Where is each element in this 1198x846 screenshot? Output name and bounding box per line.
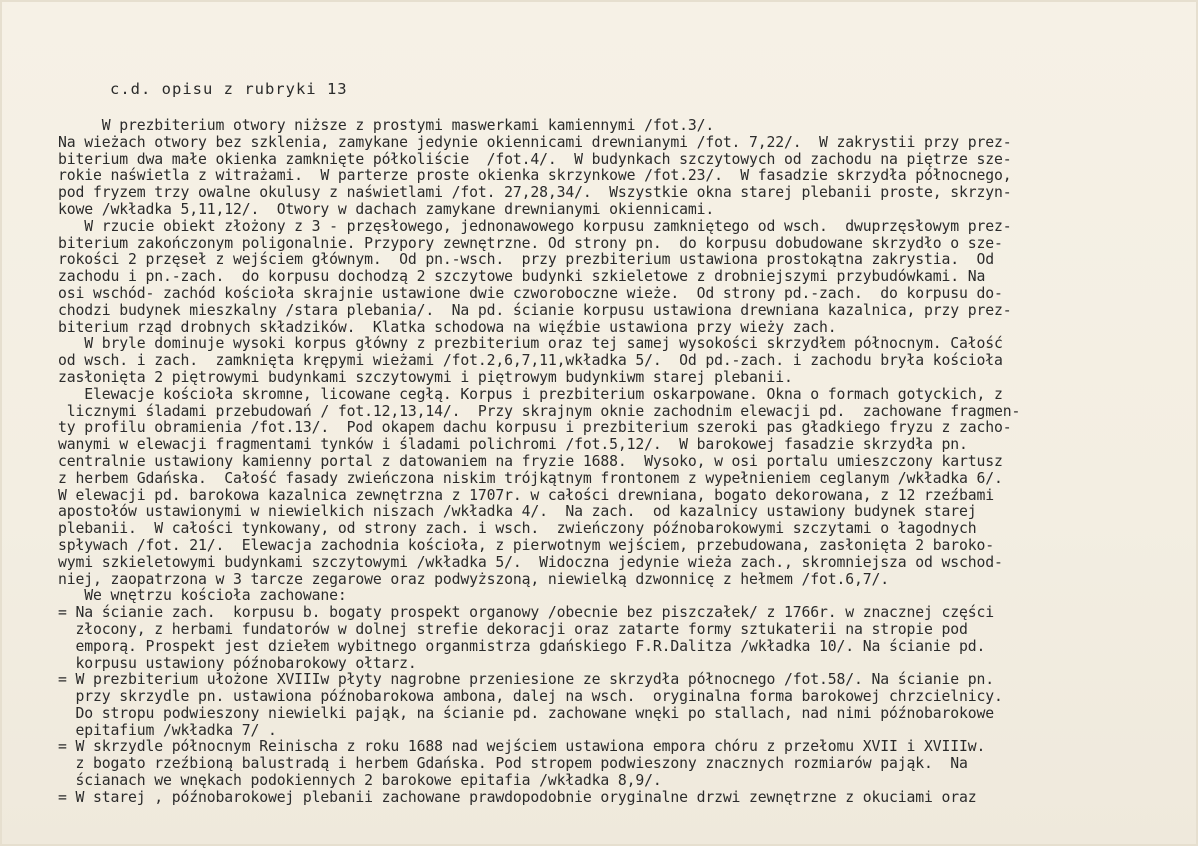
page-heading: c.d. opisu z rubryki 13 (110, 80, 348, 98)
text-line: emporą. Prospekt jest dziełem wybitnego organmistrza gdańskiego F.R.Dalitza /wkładka 10/. Na ścianie pd. (58, 636, 986, 655)
text-line: przy skrzydle pn. ustawiona późnobarokowa ambona, dalej na wsch. oryginalna forma barokowej chrzcielnicy. (58, 687, 1003, 706)
text-line: ścianach we wnękach podokiennych 2 barokowe epitafia /wkładka 8,9/. (58, 771, 662, 790)
text-line: od wsch. i zach. zamknięta krępymi wieżami /fot.2,6,7,11,wkładka 5/. Od pd.-zach. i zachodu bryła kościoła (58, 351, 1003, 370)
text-line: = W prezbiterium ułożone XVIIIw płyty nagrobne przeniesione ze skrzydła północnego /fot.58/. Na ścianie pn. (58, 670, 994, 689)
text-line: ty profilu obramienia /fot.13/. Pod okapem dachu korpusu i prezbiterium szeroki pas gładkiego fryzu z zacho- (58, 418, 1012, 437)
text-line: Elewacje kościoła skromne, licowane cegłą. Korpus i prezbiterium oskarpowane. Okna o formach gotyckich, z (58, 384, 1003, 403)
text-line: W prezbiterium otwory niższe z prostymi maswerkami kamiennymi /fot.3/. (58, 116, 715, 134)
text-line: z bogato rzeźbioną balustradą i herbem Gdańska. Pod stropem podwieszony znacznych rozmiarów pająk. Na (58, 754, 968, 773)
text-line: = Na ścianie zach. korpusu b. bogaty prospekt organowy /obecnie bez piszczałek/ z 1766r. w znacznej części (58, 603, 994, 622)
text-line: zachodu i pn.-zach. do korpusu dochodzą 2 szczytowe budynki szkieletowe z drobniejszymi przybudówkami. Na (58, 267, 986, 286)
text-line: wymi szkieletowymi budynkami szczytowymi /wkładka 5/. Widoczna jedynie wieża zach., skromniejsza od wschod- (58, 552, 1003, 571)
text-line: niej, zaopatrzona w 3 tarcze zegarowe oraz podwyższoną, niewielką dzwonnicę z hełmem /fot.6,7/. (58, 569, 890, 588)
text-line: biterium dwa małe okienka zamknięte półkoliście /fot.4/. W budynkach szczytowych od zachodu na piętrze sze- (58, 149, 1012, 168)
text-line: z herbem Gdańska. Całość fasady zwieńczona niskim trójkątnym frontonem z wypełnieniem ceglanym /wkładka 6/. (58, 468, 1003, 487)
text-line: We wnętrzu kościoła zachowane: (58, 586, 347, 605)
text-line: = W skrzydle północnym Reinischa z roku 1688 nad wejściem ustawiona empora chóru z przełomu XVII i XVIIIw. (58, 737, 986, 756)
text-line: zasłonięta 2 piętrowymi budynkami szczytowymi i piętrowym budynkiwm starej plebanii. (58, 367, 793, 386)
text-line: W elewacji pd. barokowa kazalnica zewnętrzna z 1707r. w całości drewniana, bogato dekorowana, z 12 rzeźbami (58, 485, 994, 504)
text-line: epitafium /wkładka 7/ . (58, 720, 277, 739)
text-line: osi wschód- zachód kościoła skrajnie ustawione dwie czworoboczne wieże. Od strony pd.-zach. do korpusu do- (58, 283, 1003, 302)
text-line: chodzi budynek mieszkalny /stara plebania/. Na pd. ścianie korpusu ustawiona drewniana kazalnica, przy prez- (58, 300, 1012, 319)
text-line: korpusu ustawiony późnobarokowy ołtarz. (58, 653, 417, 672)
text-line: biterium zakończonym poligonalnie. Przypory zewnętrzne. Od strony pn. do korpusu dobudowane skrzydło o sze- (58, 233, 1003, 252)
text-line: = W starej , późnobarokowej plebanii zachowane prawdopodobnie oryginalne drzwi zewnętrzne z okuciami oraz (58, 787, 977, 806)
text-line: W bryle dominuje wysoki korpus główny z prezbiterium oraz tej samej wysokości skrzydłem północnym. Całość (58, 334, 1003, 353)
text-line: centralnie ustawiony kamienny portal z datowaniem na fryzie 1688. Wysoko, w osi portalu umieszczony kartusz (58, 451, 1003, 470)
text-line: wanymi w elewacji fragmentami tynków i śladami polichromi /fot.5,12/. W barokowej fasadzie skrzydła pn. (58, 435, 968, 454)
text-line: rokości 2 przęseł z wejściem głównym. Od pn.-wsch. przy prezbiterium ustawiona prostokątna zakrystia. Od (58, 250, 994, 269)
text-line: W rzucie obiekt złożony z 3 - przęsłowego, jednonawowego korpusu zamkniętego od wsch. dwuprzęsłowym prez- (58, 216, 1012, 235)
text-line: Na wieżach otwory bez szklenia, zamykane jedynie okiennicami drewnianymi /fot. 7,22/. W zakrystii przy prez- (58, 132, 1012, 151)
text-line: licznymi śladami przebudowań / fot.12,13,14/. Przy skrajnym oknie zachodnim elewacji pd. zachowane fragmen- (58, 401, 1021, 420)
text-line: Do stropu podwieszony niewielki pająk, na ścianie pd. zachowane wnęki po stallach, nad nimi późnobarokowe (58, 703, 994, 722)
text-line: spływach /fot. 21/. Elewacja zachodnia kościoła, z pierwotnym wejściem, przebudowana, zasłonięta 2 baroko- (58, 535, 994, 554)
document-body (58, 117, 1148, 806)
text-line: plebanii. W całości tynkowany, od strony zach. i wsch. zwieńczony późnobarokowymi szczytami o łagodnych (58, 519, 977, 538)
text-line: apostołów ustawionymi w niewielkich niszach /wkładka 4/. Na zach. od kazalnicy ustawiony budynek starej (58, 502, 977, 521)
text-line: pod fryzem trzy owalne okulusy z naświetlami /fot. 27,28,34/. Wszystkie okna starej plebanii proste, skrzyn- (58, 183, 1012, 202)
text-line: rokie naświetla z witrażami. W parterze proste okienka skrzynkowe /fot.23/. W fasadzie skrzydła północnego, (58, 166, 1012, 185)
text-line: złocony, z herbami fundatorów w dolnej strefie dekoracji oraz zatarte formy sztukaterii na stropie pod (58, 619, 968, 638)
text-line: kowe /wkładka 5,11,12/. Otwory w dachach zamykane drewnianymi okiennicami. (58, 199, 715, 218)
text-line: biterium rząd drobnych składzików. Klatka schodowa na więźbie ustawiona przy wieży zach. (58, 317, 837, 336)
